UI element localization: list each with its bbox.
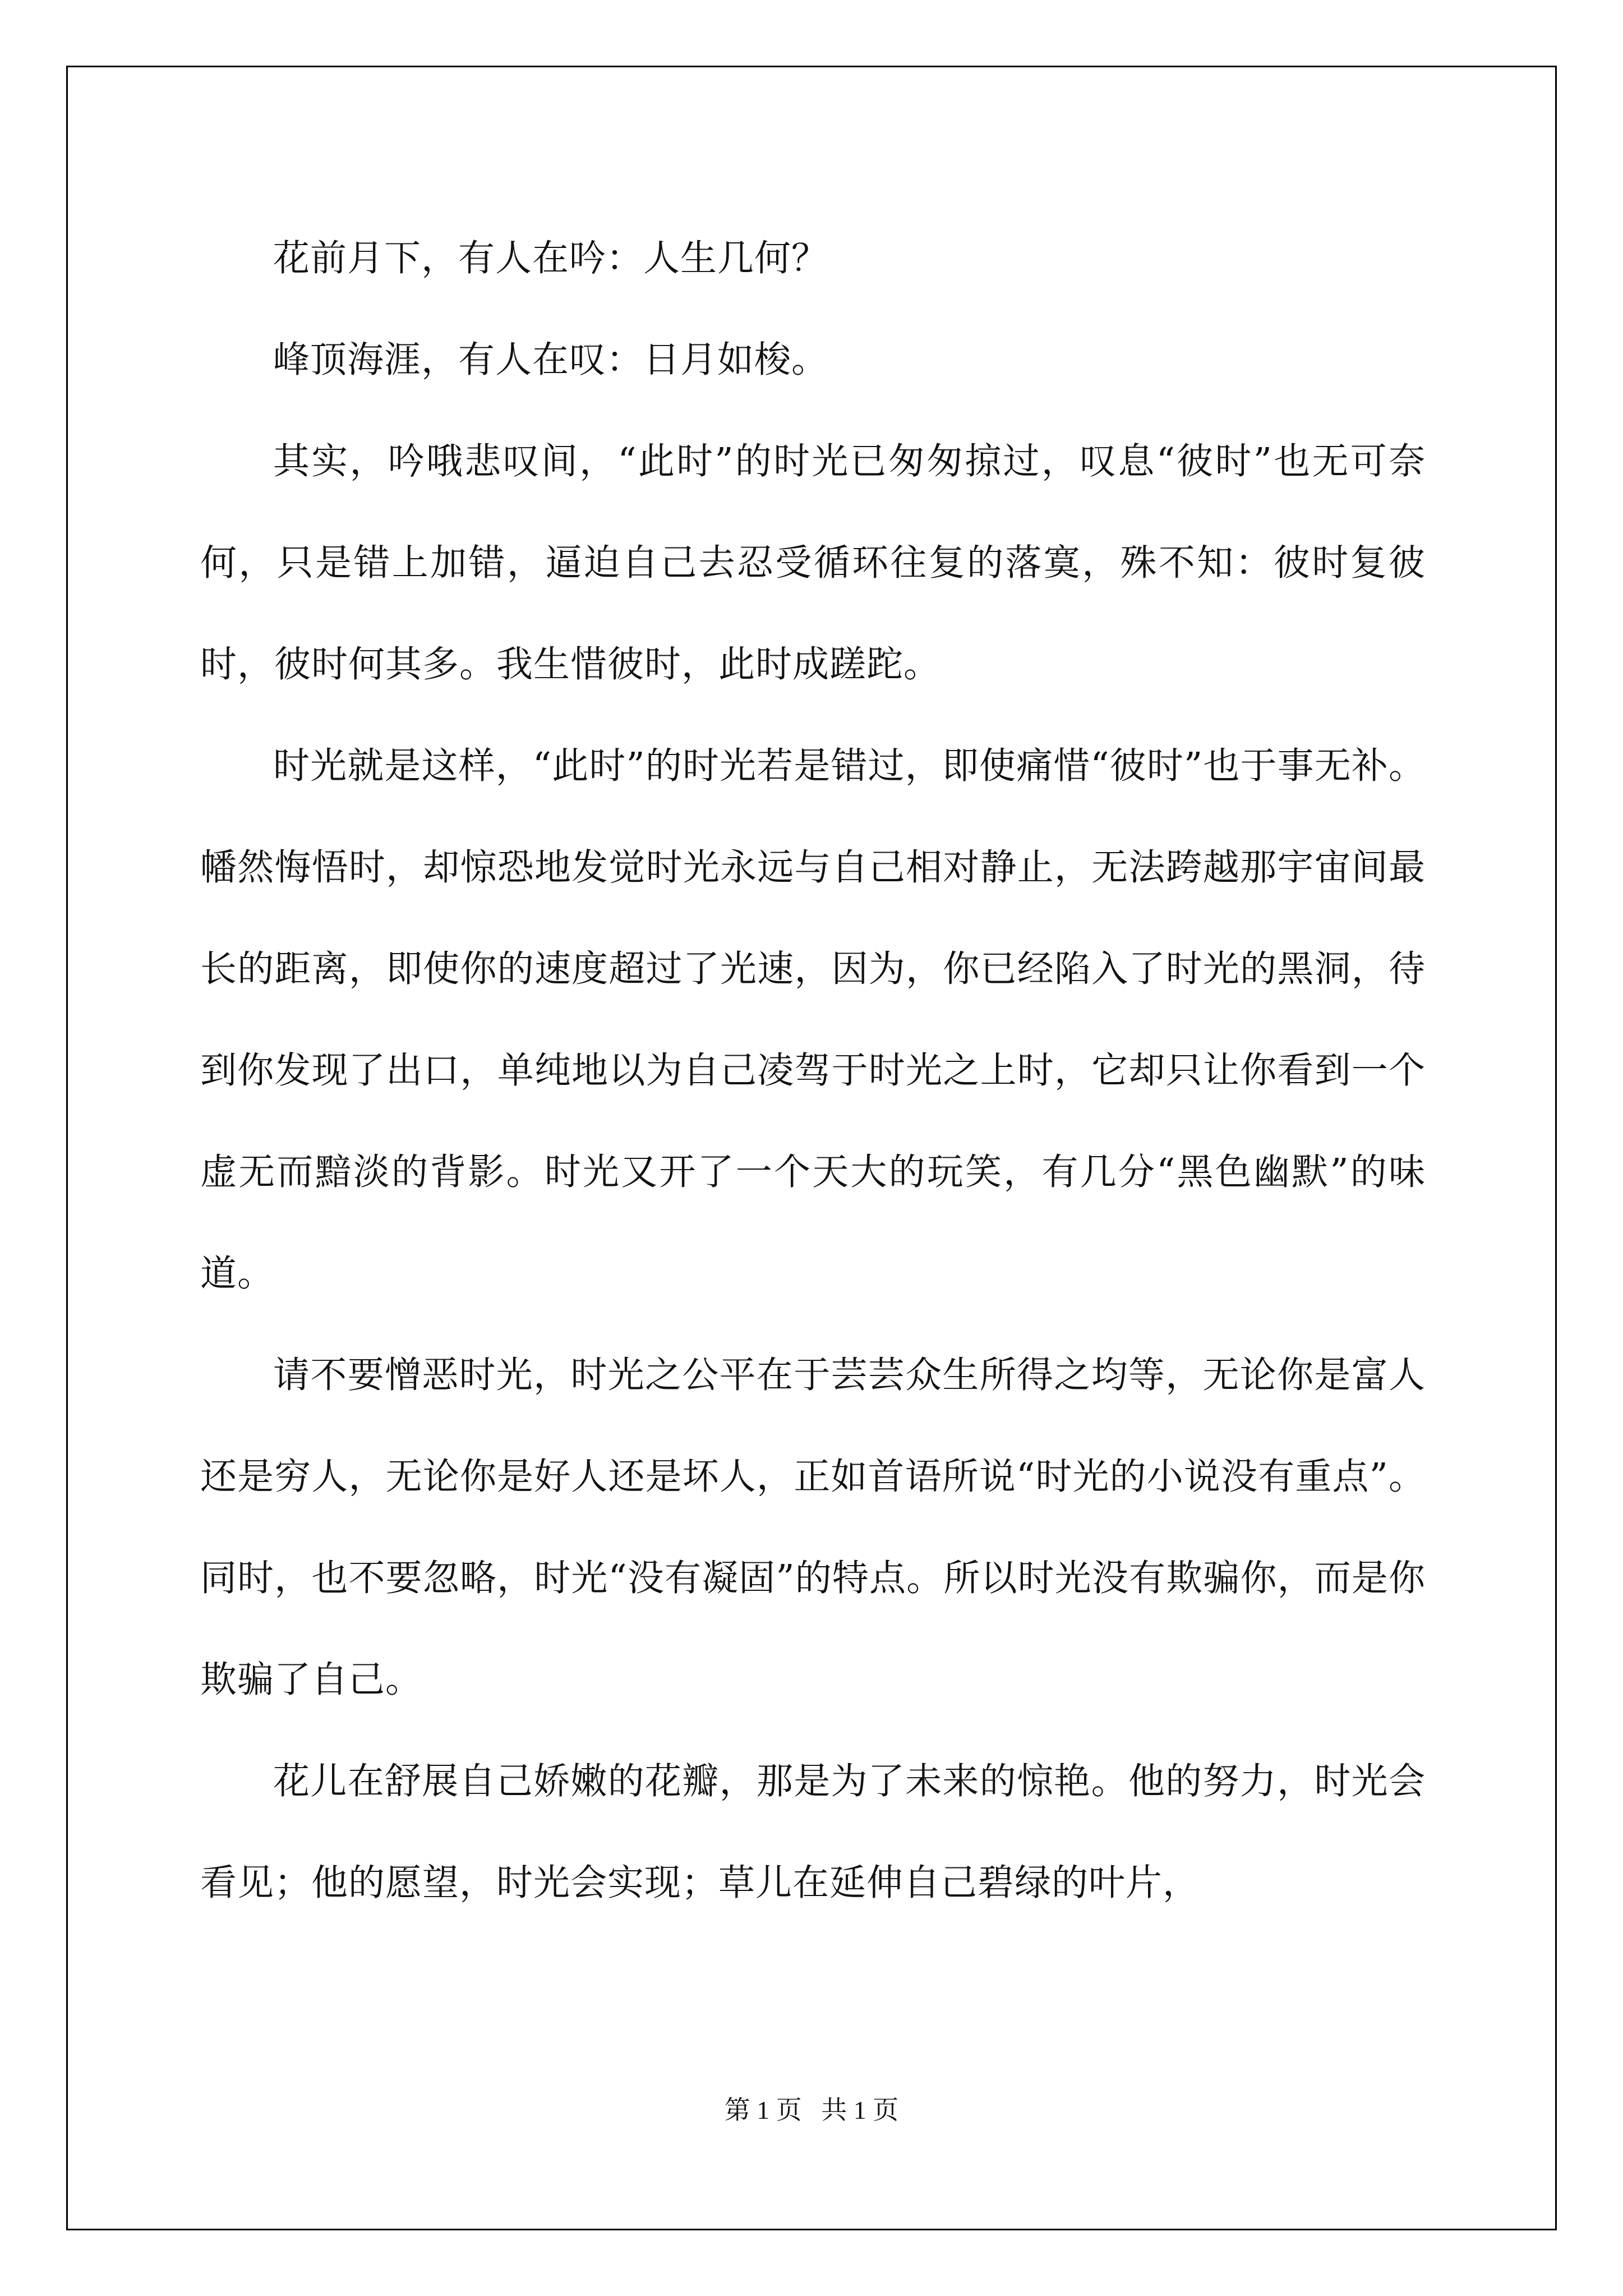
page-footer: 第 1 页 共 1 页 (724, 2096, 899, 2124)
paragraph-1: 花前月下，有人在吟：人生几何？ (273, 237, 829, 279)
paragraph-6: 花儿在舒展自己娇嫩的花瓣，那是为了未来的惊艳。他的努力，时光会看见；他的愿望，时光会实现；草儿在延伸自己碧绿的叶片， (200, 1760, 1426, 1904)
paragraph-2: 峰顶海涯，有人在叹：日月如梭。 (273, 339, 829, 381)
paragraph-3: 其实，吟哦悲叹间，“此时”的时光已匆匆掠过，叹息“彼时”也无可奈何，只是错上加错，逼迫自己去忍受循环往复的落寞，殊不知：彼时复彼时，彼时何其多。我生惜彼时，此时成蹉跎。 (200, 440, 1426, 685)
document-body (200, 208, 1426, 1934)
paragraph-5: 请不要憎恶时光，时光之公平在于芸芸众生所得之均等，无论你是富人还是穷人，无论你是好人还是坏人，正如首语所说“时光的小说没有重点”。同时，也不要忽略，时光“没有凝固”的特点。所以时光没有欺骗你，而是你欺骗了自己。 (200, 1354, 1426, 1701)
paragraph-4: 时光就是这样，“此时”的时光若是错过，即使痛惜“彼时”也于事无补。幡然悔悟时，却惊恐地发觉时光永远与自己相对静止，无法跨越那宇宙间最长的距离，即使你的速度超过了光速，因为，你已经陷入了时光的黑洞，待到你发现了出口，单纯地以为自己凌驾于时光之上时，它却只让你看到一个虚无而黯淡的背影。时光又开了一个天大的玩笑，有几分“黑色幽默”的味道。 (200, 745, 1426, 1295)
